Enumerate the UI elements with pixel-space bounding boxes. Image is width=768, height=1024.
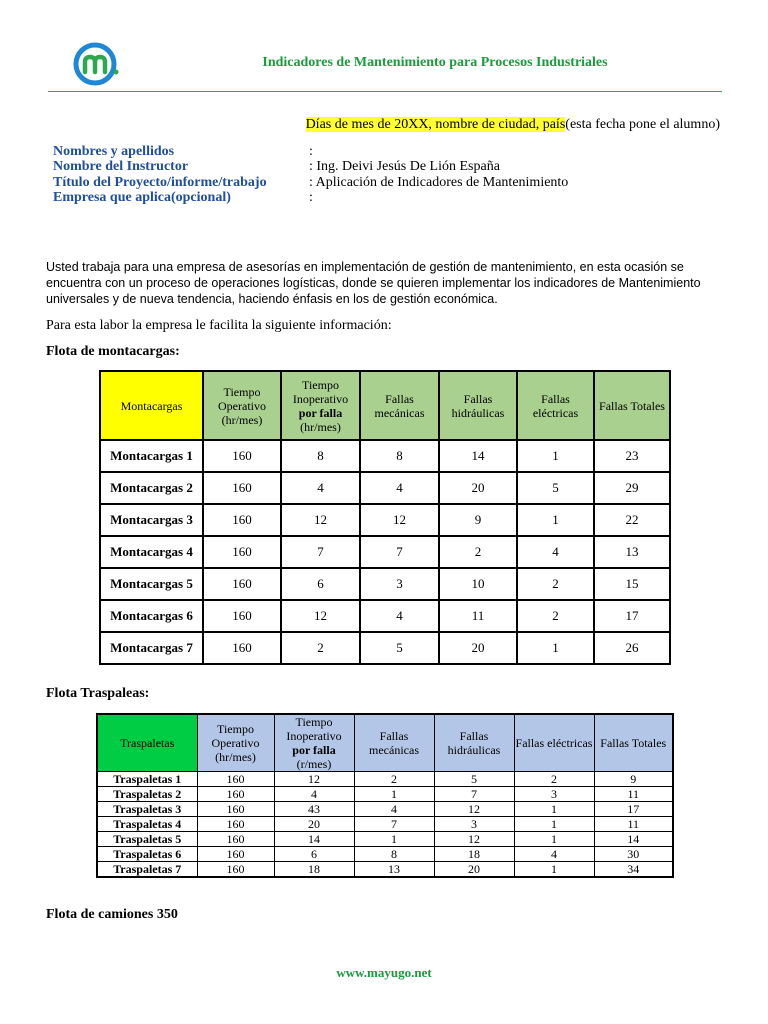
table-cell: 1	[354, 787, 434, 802]
header-cell: Traspaletas	[97, 714, 197, 772]
header-cell: Fallas mecánicas	[360, 371, 439, 440]
table-row	[97, 832, 673, 847]
table-cell: 11	[594, 787, 673, 802]
table-cell: 17	[594, 600, 670, 632]
date-line	[306, 117, 720, 133]
table-row	[97, 817, 673, 832]
section-title-traspaleas: Flota Traspaleas:	[46, 686, 150, 701]
header-cell: Fallas eléctricas	[514, 714, 594, 772]
intro-line-2: Para esta labor la empresa le facilita la siguiente información:	[46, 318, 392, 333]
table-cell: 17	[594, 802, 673, 817]
row-label-cell: Montacargas 2	[100, 472, 203, 504]
header-cell: Fallas hidráulicas	[434, 714, 514, 772]
table-cell: 160	[197, 787, 274, 802]
table-cell: 1	[514, 817, 594, 832]
intro-paragraph: Usted trabaja para una empresa de asesorías en implementación de gestión de mantenimiento, en esta ocasión se encuentra con un proceso de operaciones logísticas, donde se quieren implementar los indicadores de Mantenimiento universales y de nueva tendencia, haciendo énfasis en los de gestión económica.	[46, 260, 701, 306]
header-cell: Montacargas	[100, 371, 203, 440]
table-cell: 34	[594, 862, 673, 878]
table-cell: 20	[434, 862, 514, 878]
meta-value-instructor: : Ing. Deivi Jesús De Lión España	[309, 159, 500, 174]
table-cell: 43	[274, 802, 354, 817]
row-label-cell: Montacargas 5	[100, 568, 203, 600]
table-cell: 14	[439, 440, 517, 472]
row-label-cell: Traspaletas 7	[97, 862, 197, 878]
meta-value-nombres: :	[309, 144, 313, 159]
meta-label-empresa: Empresa que aplica(opcional)	[53, 190, 231, 205]
table-cell: 10	[439, 568, 517, 600]
table-cell: 2	[514, 772, 594, 787]
table-row	[97, 862, 673, 878]
table-row	[100, 536, 670, 568]
table-cell: 26	[594, 632, 670, 664]
table-cell: 14	[594, 832, 673, 847]
header-cell: Tiempo Operativo (hr/mes)	[203, 371, 281, 440]
table-cell: 160	[197, 802, 274, 817]
table-cell: 160	[203, 440, 281, 472]
table-cell: 7	[281, 536, 360, 568]
table-cell: 4	[517, 536, 594, 568]
section-title-camiones: Flota de camiones 350	[46, 907, 178, 922]
table-row	[97, 772, 673, 787]
table-cell: 1	[517, 440, 594, 472]
table-cell: 3	[434, 817, 514, 832]
table-cell: 7	[360, 536, 439, 568]
table-cell: 20	[274, 817, 354, 832]
header-cell-part: Tiempo Inoperativo	[292, 377, 349, 406]
table-cell: 7	[434, 787, 514, 802]
table-cell: 3	[360, 568, 439, 600]
row-label-cell: Montacargas 7	[100, 632, 203, 664]
table-cell: 12	[281, 504, 360, 536]
table-row	[100, 472, 670, 504]
table-cell: 160	[203, 472, 281, 504]
table-cell: 12	[274, 772, 354, 787]
table-cell: 2	[517, 568, 594, 600]
row-label-cell: Montacargas 3	[100, 504, 203, 536]
table-cell: 1	[517, 632, 594, 664]
table-cell: 2	[517, 600, 594, 632]
table-cell: 4	[360, 472, 439, 504]
table-header-row	[100, 371, 670, 440]
table-row	[97, 787, 673, 802]
table-cell: 4	[281, 472, 360, 504]
table-cell: 15	[594, 568, 670, 600]
meta-label-nombres: Nombres y apellidos	[53, 144, 175, 159]
table-cell: 12	[434, 802, 514, 817]
row-label-cell: Montacargas 6	[100, 600, 203, 632]
meta-label-instructor: Nombre del Instructor	[53, 159, 189, 174]
table-cell: 160	[197, 862, 274, 878]
table-cell: 11	[594, 817, 673, 832]
table-cell: 1	[354, 832, 434, 847]
table-cell: 9	[594, 772, 673, 787]
table-cell: 7	[354, 817, 434, 832]
row-label-cell: Traspaletas 2	[97, 787, 197, 802]
meta-label-titulo: Título del Proyecto/informe/trabajo	[53, 175, 267, 190]
header-cell-part: (hr/mes)	[300, 419, 341, 434]
table-cell: 8	[354, 847, 434, 862]
table-cell: 160	[197, 772, 274, 787]
table-cell: 8	[281, 440, 360, 472]
table-row	[100, 600, 670, 632]
table-cell: 1	[514, 862, 594, 878]
table-cell: 160	[197, 817, 274, 832]
table-cell: 4	[514, 847, 594, 862]
header-cell: Fallas eléctricas	[517, 371, 594, 440]
row-label-cell: Traspaletas 3	[97, 802, 197, 817]
table-cell: 9	[439, 504, 517, 536]
row-label-cell: Traspaletas 4	[97, 817, 197, 832]
table-cell: 4	[360, 600, 439, 632]
header-cell	[281, 371, 360, 440]
mayugo-logo-icon	[70, 42, 122, 86]
header-cell-part: (r/mes)	[296, 757, 332, 771]
table-row	[97, 802, 673, 817]
footer-url[interactable]: www.mayugo.net	[336, 965, 432, 980]
header-cell-part: por falla	[298, 405, 343, 420]
table-cell: 4	[354, 802, 434, 817]
table-cell: 1	[517, 504, 594, 536]
table-cell: 11	[439, 600, 517, 632]
table-header-row	[97, 714, 673, 772]
header-cell: Fallas hidráulicas	[439, 371, 517, 440]
table-cell: 12	[281, 600, 360, 632]
header-cell: Fallas mecánicas	[354, 714, 434, 772]
table-cell: 160	[203, 568, 281, 600]
table-cell: 22	[594, 504, 670, 536]
page-header-title: Indicadores de Mantenimiento para Procesos Industriales	[262, 55, 608, 70]
table-cell: 160	[197, 847, 274, 862]
row-label-cell: Traspaletas 5	[97, 832, 197, 847]
table-cell: 2	[439, 536, 517, 568]
table-cell: 13	[594, 536, 670, 568]
row-label-cell: Montacargas 1	[100, 440, 203, 472]
table-cell: 30	[594, 847, 673, 862]
table-cell: 29	[594, 472, 670, 504]
date-note: (esta fecha pone el alumno)	[565, 117, 720, 132]
table-row	[100, 440, 670, 472]
header-cell-part: Tiempo Inoperativo	[286, 715, 342, 743]
table-cell: 23	[594, 440, 670, 472]
table-cell: 12	[360, 504, 439, 536]
table-cell: 160	[203, 600, 281, 632]
table-row	[100, 568, 670, 600]
row-label-cell: Montacargas 4	[100, 536, 203, 568]
section-title-montacargas: Flota de montacargas:	[46, 344, 180, 359]
table-cell: 5	[517, 472, 594, 504]
table-cell: 5	[360, 632, 439, 664]
table-cell: 160	[203, 536, 281, 568]
table-cell: 18	[434, 847, 514, 862]
table-row	[97, 847, 673, 862]
table-cell: 160	[203, 504, 281, 536]
table-cell: 20	[439, 472, 517, 504]
table-cell: 2	[354, 772, 434, 787]
row-label-cell: Traspaletas 6	[97, 847, 197, 862]
montacargas-table	[99, 370, 671, 665]
table-cell: 14	[274, 832, 354, 847]
header-cell: Tiempo Operativo (hr/mes)	[197, 714, 274, 772]
table-cell: 160	[203, 632, 281, 664]
table-cell: 20	[439, 632, 517, 664]
meta-value-titulo: : Aplicación de Indicadores de Mantenimiento	[309, 175, 569, 190]
table-cell: 2	[281, 632, 360, 664]
table-cell: 12	[434, 832, 514, 847]
table-cell: 4	[274, 787, 354, 802]
table-cell: 8	[360, 440, 439, 472]
table-cell: 5	[434, 772, 514, 787]
table-cell: 6	[274, 847, 354, 862]
table-cell: 160	[197, 832, 274, 847]
table-row	[100, 632, 670, 664]
header-cell: Fallas Totales	[594, 371, 670, 440]
table-cell: 18	[274, 862, 354, 878]
traspaletas-table	[96, 713, 674, 878]
table-cell: 1	[514, 832, 594, 847]
table-cell: 6	[281, 568, 360, 600]
date-placeholder: Días de mes de 20XX, nombre de ciudad, país	[305, 117, 566, 132]
header-cell-part: por falla	[292, 743, 336, 757]
meta-value-empresa: :	[309, 190, 313, 205]
row-label-cell: Traspaletas 1	[97, 772, 197, 787]
table-cell: 3	[514, 787, 594, 802]
table-cell: 13	[354, 862, 434, 878]
table-row	[100, 504, 670, 536]
header-divider	[48, 91, 722, 92]
table-cell: 1	[514, 802, 594, 817]
header-cell	[274, 714, 354, 772]
header-cell: Fallas Totales	[594, 714, 673, 772]
